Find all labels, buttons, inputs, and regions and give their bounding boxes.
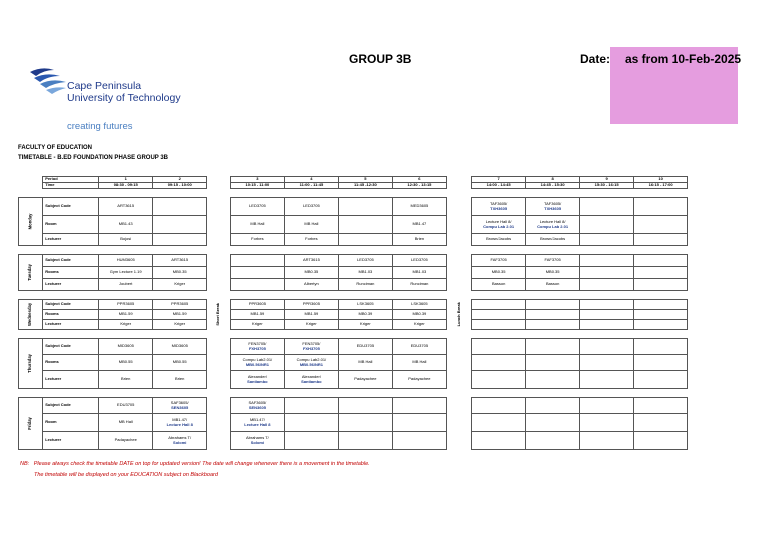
university-name-line2: University of Technology	[67, 92, 181, 104]
timetable-cell	[526, 355, 580, 371]
timetable-cell	[392, 398, 446, 414]
timetable	[18, 176, 688, 450]
break-gap	[446, 279, 471, 291]
timetable-cell: MB1.43	[99, 216, 153, 234]
timetable-cell: Kriger	[338, 320, 392, 330]
timetable-cell	[634, 216, 688, 234]
timetable-cell: ART3615	[99, 198, 153, 216]
timetable-cell: PPR3605	[284, 300, 338, 310]
timetable-cell: FAF3705	[472, 255, 526, 267]
time-slot: 11:00 - 11:45	[284, 183, 338, 189]
break-gap	[207, 216, 231, 234]
time-slot: 11:45 -12:30	[338, 183, 392, 189]
timetable-cell: MB0.35	[284, 267, 338, 279]
break-gap	[446, 339, 471, 355]
timetable-cell	[634, 320, 688, 330]
timetable-cell	[472, 355, 526, 371]
timetable-cell: MB0.39	[392, 310, 446, 320]
break-gap	[446, 371, 471, 389]
timetable-cell	[338, 234, 392, 246]
day-label	[19, 339, 43, 389]
timetable-cell	[392, 414, 446, 432]
faculty-title: FACULTY OF EDUCATION	[18, 145, 92, 151]
timetable-cell	[634, 279, 688, 291]
break-gap	[207, 355, 231, 371]
timetable-cell: MB Hall	[99, 414, 153, 432]
day-name: Friday	[27, 417, 33, 430]
break-gap	[207, 279, 231, 291]
time-slot: 10:15 - 11:00	[230, 183, 284, 189]
timetable-cell: MB Hall	[338, 355, 392, 371]
timetable-cell: MB1.03	[392, 267, 446, 279]
timetable-cell: Padayachee	[392, 371, 446, 389]
row-label: Subject Code	[43, 339, 99, 355]
timetable-cell	[284, 432, 338, 450]
timetable-cell: Compu Lab2.01/ MB0.56/NR1	[230, 355, 284, 371]
timetable-cell	[526, 398, 580, 414]
timetable-cell: MB1.47	[392, 216, 446, 234]
timetable-cell	[526, 432, 580, 450]
timetable-cell: Kriger	[99, 320, 153, 330]
room-row	[19, 216, 688, 234]
day-name: Wednesday	[27, 302, 33, 327]
row-label: Subject Code	[43, 198, 99, 216]
day-name: Monday	[27, 213, 33, 230]
timetable-cell: MB0.35	[526, 267, 580, 279]
timetable-cell	[634, 310, 688, 320]
timetable-cell: Forbes	[230, 234, 284, 246]
room-row	[19, 414, 688, 432]
timetable-cell: MB0.55	[99, 355, 153, 371]
row-label: Room	[43, 216, 99, 234]
lecturer-row	[19, 432, 688, 450]
timetable-cell: Brien	[392, 234, 446, 246]
short-break-label	[207, 300, 231, 330]
timetable-cell: Albertyn	[284, 279, 338, 291]
room-row	[19, 267, 688, 279]
room-row	[19, 355, 688, 371]
timetable-cell: MB1.59	[284, 310, 338, 320]
timetable-cell: SAF3605/ SEN3605	[230, 398, 284, 414]
timetable-cell	[338, 414, 392, 432]
time-slot: 15:30 - 16:15	[580, 183, 634, 189]
timetable-cell	[230, 267, 284, 279]
row-label: Rooms	[43, 355, 99, 371]
time-slot: 14:45 - 15:30	[526, 183, 580, 189]
day-name: Thursday	[27, 354, 33, 373]
timetable-cell	[580, 267, 634, 279]
timetable-cell	[634, 339, 688, 355]
timetable-cell	[580, 234, 634, 246]
timetable-cell: Kriger	[284, 320, 338, 330]
timetable-cell	[338, 198, 392, 216]
timetable-cell	[284, 414, 338, 432]
timetable-cell: Runciman	[392, 279, 446, 291]
subject-code-row	[19, 198, 688, 216]
lecturer-row	[19, 371, 688, 389]
timetable-cell	[634, 355, 688, 371]
period-number: 8	[526, 177, 580, 183]
time-slot: 16:15 - 17:00	[634, 183, 688, 189]
row-label: Rooms	[43, 267, 99, 279]
timetable-cell: Padayachee	[99, 432, 153, 450]
timetable-cell	[634, 234, 688, 246]
lunch-break-text: Lunch Break	[455, 302, 461, 327]
timetable-cell: MB0.35	[472, 267, 526, 279]
timetable-title: TIMETABLE - B.ED FOUNDATION PHASE GROUP 3B	[18, 155, 169, 161]
group-title: GROUP 3B	[349, 52, 412, 66]
timetable-cell: HUM3605	[99, 255, 153, 267]
day-label	[19, 398, 43, 450]
timetable-cell	[580, 310, 634, 320]
timetable-cell: MB1.59	[99, 310, 153, 320]
timetable-cell: Alexander/ Santiambo	[284, 371, 338, 389]
timetable-cell: FEN3705/ FXH3705	[284, 339, 338, 355]
timetable-cell: LED3705	[392, 255, 446, 267]
lecturer-row	[19, 279, 688, 291]
day-label	[19, 300, 43, 330]
break-gap	[207, 371, 231, 389]
timetable-cell: MID3605	[153, 339, 207, 355]
row-label: Lecturer	[43, 371, 99, 389]
timetable-cell	[472, 310, 526, 320]
break-gap	[207, 234, 231, 246]
timetable-cell	[580, 339, 634, 355]
timetable-cell: Forbes	[284, 234, 338, 246]
break-gap	[446, 216, 471, 234]
time-slot: 08:30 - 09:15	[99, 183, 153, 189]
timetable-cell	[284, 398, 338, 414]
timetable-cell: Brien	[153, 371, 207, 389]
time-slot: 14:00 - 14:45	[472, 183, 526, 189]
timetable-cell	[580, 198, 634, 216]
timetable-cell: Abrahams T/ Solomi	[230, 432, 284, 450]
timetable-cell: LED3705	[338, 255, 392, 267]
day-name: Tuesday	[27, 264, 33, 281]
period-number: 4	[284, 177, 338, 183]
timetable-cell	[472, 320, 526, 330]
period-number: 9	[580, 177, 634, 183]
timetable-cell: MB Hall	[284, 216, 338, 234]
timetable-cell	[634, 432, 688, 450]
break-gap	[446, 255, 471, 267]
row-label: Lecturer	[43, 432, 99, 450]
timetable-cell	[338, 216, 392, 234]
timetable-cell: Basson	[472, 279, 526, 291]
timetable-cell: TAF3605/ TXH3605	[472, 198, 526, 216]
time-slot: 09:15 - 10:00	[153, 183, 207, 189]
timetable-cell	[472, 300, 526, 310]
timetable-cell: Brown/Jacobs	[472, 234, 526, 246]
timetable-cell	[580, 300, 634, 310]
row-label: Lecturer	[43, 279, 99, 291]
timetable-cell	[472, 414, 526, 432]
break-gap	[446, 267, 471, 279]
timetable-cell	[580, 355, 634, 371]
break-gap	[207, 432, 231, 450]
break-gap	[446, 432, 471, 450]
lunch-break-label	[446, 300, 471, 330]
timetable-cell: LSK3605	[338, 300, 392, 310]
timetable-cell: ART3615	[153, 255, 207, 267]
timetable-cell: EDU3705	[99, 398, 153, 414]
timetable-cell	[580, 320, 634, 330]
timetable-cell	[634, 300, 688, 310]
timetable-cell: Brown/Jacobs	[526, 234, 580, 246]
day-spacer	[19, 246, 688, 255]
timetable-cell: Joubert	[99, 279, 153, 291]
timetable-cell	[634, 398, 688, 414]
timetable-cell	[526, 339, 580, 355]
timetable-cell: Lecture Hall 8/ Compu Lab 2.01	[526, 216, 580, 234]
timetable-cell: Basson	[526, 279, 580, 291]
timetable-cell: LED3705	[284, 198, 338, 216]
timetable-cell: Abrahams T/ Solomi	[153, 432, 207, 450]
timetable-cell	[472, 432, 526, 450]
timetable-cell	[338, 432, 392, 450]
timetable-cell: MB0.55	[153, 355, 207, 371]
break-gap	[446, 198, 471, 216]
timetable-cell	[580, 371, 634, 389]
break-gap	[446, 414, 471, 432]
timetable-cell	[634, 267, 688, 279]
timetable-cell	[472, 398, 526, 414]
timetable-cell: MB Hall	[392, 355, 446, 371]
timetable-cell: FEN3705/ FXH3705	[230, 339, 284, 355]
timetable-cell	[230, 255, 284, 267]
day-spacer	[19, 291, 688, 300]
timetable-cell	[526, 371, 580, 389]
timetable-cell: MB0.39	[338, 310, 392, 320]
row-label: Room	[43, 414, 99, 432]
timetable-cell: MB0.35	[153, 267, 207, 279]
break-gap	[446, 355, 471, 371]
day-label	[19, 198, 43, 246]
row-label: Lecturer	[43, 234, 99, 246]
timetable-cell: Compu Lab2.01/ MB0.56/NR1	[284, 355, 338, 371]
period-number: 1	[99, 177, 153, 183]
timetable-cell: Kriger	[392, 320, 446, 330]
timetable-cell: TAF3605/ TXH3605	[526, 198, 580, 216]
cput-logo-icon	[28, 66, 68, 107]
period-label: Period	[43, 177, 99, 183]
timetable-cell: ART3615	[284, 255, 338, 267]
period-number: 7	[472, 177, 526, 183]
break-gap	[207, 414, 231, 432]
period-number: 6	[392, 177, 446, 183]
timetable-cell: Bojosi	[99, 234, 153, 246]
timetable-cell: PPR3605	[153, 300, 207, 310]
break-gap	[207, 267, 231, 279]
timetable-cell	[153, 216, 207, 234]
timetable-cell	[526, 414, 580, 432]
period-number: 2	[153, 177, 207, 183]
day-spacer	[19, 389, 688, 398]
timetable-cell	[634, 371, 688, 389]
timetable-cell: Alexander/ Santiambo	[230, 371, 284, 389]
subject-code-row	[19, 255, 688, 267]
timetable-cell: MID3605	[99, 339, 153, 355]
row-label: Subject Code	[43, 398, 99, 414]
timetable-cell	[472, 371, 526, 389]
timetable-cell: MB1.47/ Lecture Hall 8	[153, 414, 207, 432]
timetable-cell	[580, 398, 634, 414]
timetable-cell: Lecture Hall 8/ Compu Lab 2.01	[472, 216, 526, 234]
timetable-cell: EDU3705	[338, 339, 392, 355]
timetable-cell	[580, 279, 634, 291]
break-gap	[446, 234, 471, 246]
short-break-text: Short Break	[215, 303, 221, 326]
timetable-cell: MB1.59	[153, 310, 207, 320]
row-label: Subject Code	[43, 255, 99, 267]
timetable-cell: MB1.03	[338, 267, 392, 279]
timetable-cell: MB1.47/ Lecture Hall 8	[230, 414, 284, 432]
timetable-cell	[230, 279, 284, 291]
room-row	[19, 310, 688, 320]
period-number: 10	[634, 177, 688, 183]
university-tagline: creating futures	[67, 121, 133, 132]
row-label: Subject Code	[43, 300, 99, 310]
date-label: Date:	[580, 52, 611, 66]
lecturer-row	[19, 234, 688, 246]
timetable-cell: Padayachee	[338, 371, 392, 389]
timetable-cell	[634, 255, 688, 267]
break-gap	[207, 398, 231, 414]
timetable-cell	[580, 414, 634, 432]
timetable-cell	[153, 234, 207, 246]
timetable-cell: MED3605	[392, 198, 446, 216]
note-text-1: Please always check the timetable DATE on top for updated version! The date will change whenever there is a movement in the timetable.	[33, 461, 370, 467]
university-name-line1: Cape Peninsula	[67, 80, 142, 92]
day-label	[19, 255, 43, 291]
timetable-cell	[153, 198, 207, 216]
timetable-cell	[392, 432, 446, 450]
subject-code-row	[19, 398, 688, 414]
break-gap	[207, 255, 231, 267]
timetable-cell: Brien	[99, 371, 153, 389]
timetable-cell	[580, 216, 634, 234]
row-label: Lecturer	[43, 320, 99, 330]
timetable-cell	[526, 310, 580, 320]
timetable-cell: PPR3605	[99, 300, 153, 310]
timetable-cell: EDU3705	[392, 339, 446, 355]
timetable-cell	[580, 255, 634, 267]
break-gap	[207, 339, 231, 355]
timetable-cell	[526, 300, 580, 310]
time-slot: 12:30 - 13:15	[392, 183, 446, 189]
timetable-cell: Kriger	[153, 320, 207, 330]
timetable-cell	[634, 198, 688, 216]
timetable-cell: Gym Lecture 1.19	[99, 267, 153, 279]
timetable-cell	[526, 320, 580, 330]
period-number: 3	[230, 177, 284, 183]
period-number: 5	[338, 177, 392, 183]
timetable-cell: Kriger	[153, 279, 207, 291]
lecturer-row	[19, 320, 688, 330]
timetable-cell: PPR3605	[230, 300, 284, 310]
nb-label: NB:	[20, 461, 30, 467]
timetable-cell: Runciman	[338, 279, 392, 291]
timetable-cell: FAF3705	[526, 255, 580, 267]
timetable-cell: SAF3605/ SEN3605	[153, 398, 207, 414]
time-label: Time	[43, 183, 99, 189]
timetable-cell: MB1.59	[230, 310, 284, 320]
timetable-cell	[580, 432, 634, 450]
timetable-cell	[472, 339, 526, 355]
timetable-cell	[338, 398, 392, 414]
subject-code-row	[19, 300, 688, 310]
break-gap	[446, 398, 471, 414]
day-spacer	[19, 189, 688, 198]
break-gap	[207, 198, 231, 216]
date-value: as from 10-Feb-2025	[625, 52, 742, 66]
timetable-cell	[634, 414, 688, 432]
note-line-1	[20, 461, 370, 467]
note-line-2: The timetable will be displayed on your EDUCATION subject on Blackboard	[34, 472, 218, 478]
subject-code-row	[19, 339, 688, 355]
day-spacer	[19, 330, 688, 339]
timetable-cell: Kriger	[230, 320, 284, 330]
timetable-cell: MB Hall	[230, 216, 284, 234]
timetable-cell: LED3705	[230, 198, 284, 216]
timetable-cell: LSK3605	[392, 300, 446, 310]
row-label: Rooms	[43, 310, 99, 320]
